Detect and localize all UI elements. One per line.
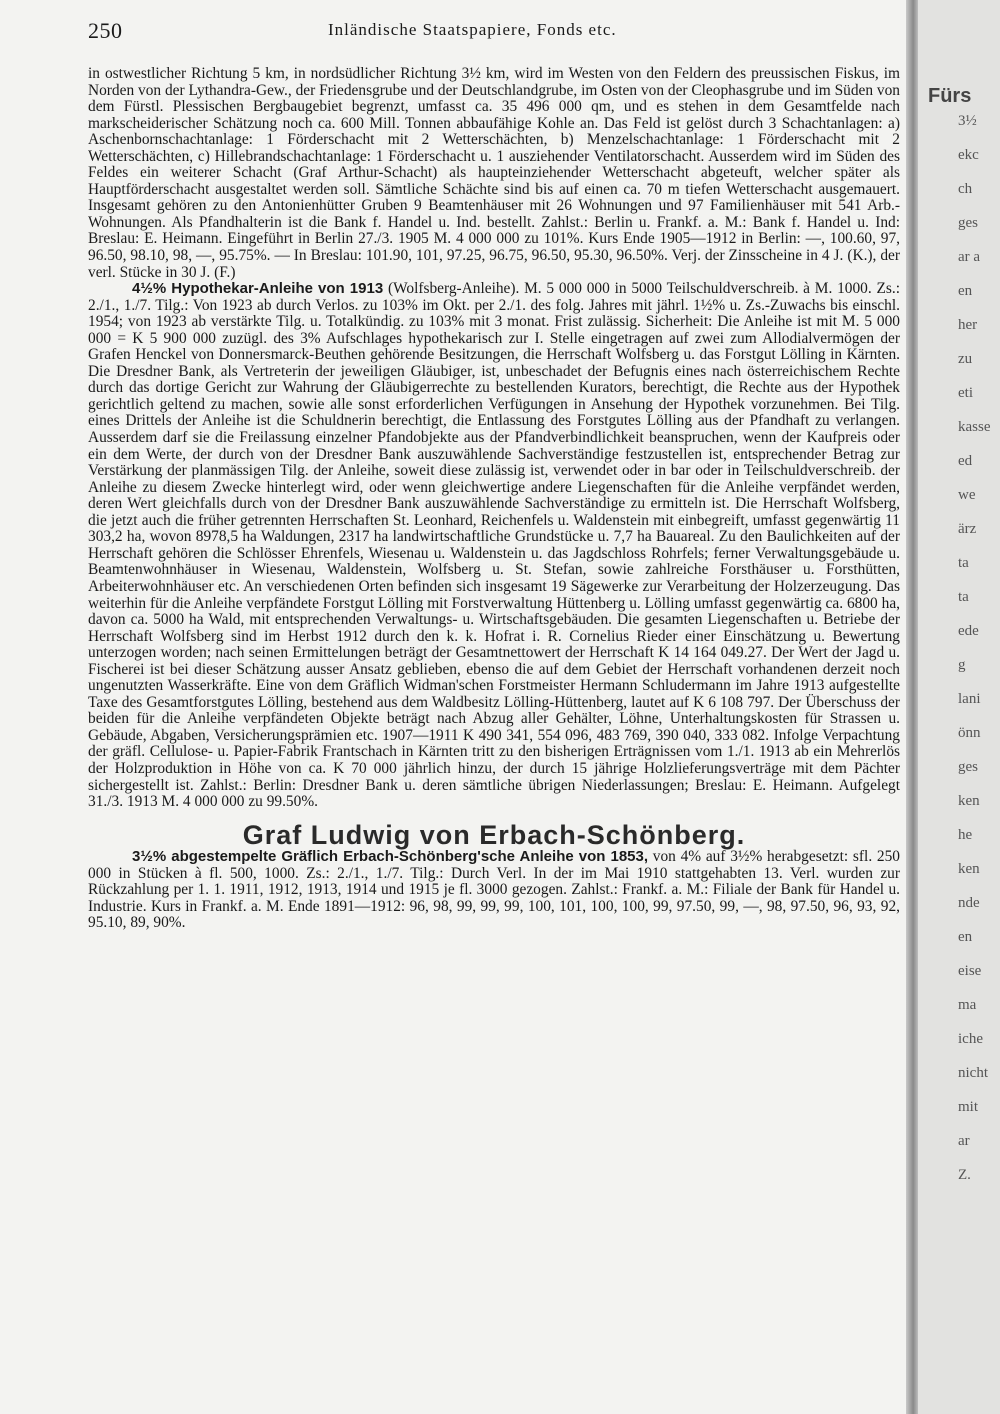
- bond-description: (Wolfsberg-Anleihe). M. 5 000 000 in 5000 Teilschuldverschreib. à M. 1000. Zs.: 2./1., 1./7. Tilg.: Von 1923 ab durch Verlos. zu 103% im Okt. per 2./1. des folg. Jahres mit jährl. 1½% u. Zs.-Zuwachs bis einschl. 1954; von 1923 ab verstärkte Tilg. u. Totalkündig. zu 103% mit 3 monat. Frist zulässig. Sicherheit: Die Anleihe ist mit M. 5 000 000 = K 5 900 000 zuzügl. des 3% Aufschlages hypothekarisch zur I. Stelle eingetragen auf zwei zum Allodialvermögen der Grafen Henckel von Donnersmarck-Beuthen gehörende Besitzungen, die Herrschaft Wolfsberg u. das Forstgut Lölling in Kärnten. Die Dresdner Bank, als Vertreterin der jeweiligen Gläubiger, ist, unbeschadet der Befugnis eines nach österreichischem Rechte durch das dortige Gericht zur Wahrung der Gläubigerrechte zu bestellenden Kurators, berechtigt, die Rechte aus der Hypothek gerichtlich geltend zu machen, sowie alle sonst erforderlichen Verfügungen in Ansehung der Hypothek vorzunehmen. Bei Tilg. eines Drittels der Anleihe ist die Schuldnerin berechtigt, die Entlassung des Forstgutes Lölling aus der Pfandhaft zu verlangen. Ausserdem darf sie die Freilassung einzelner Pfandobjekte aus der Pfandverbindlichkeit beanspruchen, wenn der Kaufpreis oder ein dem Werte, der durch von der Dresdner Bank auszuwählende Sachverständige festzustellen ist, entsprechender Betrag zur Verstärkung der planmässigen Tilg. der Anleihe, soweit diese zulässig ist, verwendet oder in bar oder in Teilschuldverschreib. der Anleihe zu diesem Zwecke hinterlegt wird, oder wenn gleichwertige andere Liegenschaften für die Anleihe verpfändet werden, deren Wert gleichfalls durch von der Dresdner Bank auszuwählende Sachverständige zu ermitteln ist. Die Herrschaft Wolfsberg, die jetzt auch die früher getrennten Herrschaften St. Leonhard, Reichenfels u. Waldenstein mit einbegreift, umfasst gegenwärtig 11 303,2 ha, wovon 8978,5 ha Waldungen, 2317 ha landwirtschaftliche Grundstücke u. 7,7 ha Bauareal. Zu den Baulichkeiten auf der Herrschaft gehören die Schlösser Ehrenfels, Wiesenau u. Waldenstein u. das Jagdschloss Rohrfels; ferner Verwaltungsgebäude u. Beamtenwohnhäuser in Wiesenau, Waldenstein, Wolfsberg u. St. Stefan, sowie zahlreiche Forsthäuser u. Forsthütten, Arbeiterwohnhäuser etc. An verschiedenen Orten befinden sich insgesamt 19 Sägewerke zur Verarbeitung der Holzerzeugung. Das weiterhin für die Anleihe verpfändete Forstgut Lölling mit Forstverwaltung Hüttenberg u. Lölling umfasst gegenwärtig ca. 6800 ha, davon ca. 5000 ha Wald, mit entsprechenden Verwaltungs- u. Wirtschaftsgebäuden. Die gesamten Liegenschaften u. Betriebe der Herrschaft Wolfsberg sind im Herbst 1912 durch den k. k. Hofrat i. R. Cornelius Rieder einer Einschätzung u. Bewertung unterzogen worden; nach seinen Ermittelungen beträgt der Gesamtnettowert der Herrschaft K 14 164 049.27. Der Wert der Jagd u. Fischerei ist bei dieser Schätzung ausser Ansatz geblieben, ebenso die auf dem Gebiet der Herrschaft vorhandenen derzeit noch ungenutzten Wasserkräfte. Eine von dem Gräflich Widman'schen Forstmeister Hermann Schludermann im Jahre 1913 aufgestellte Taxe des Gesamtforstgutes Lölling, bestehend aus dem Waldbesitz Lölling-Hüttenberg, lautet auf K 6 108 797. Der Überschuss der beiden für die Anleihe verpfändeten Objekte beträgt nach Abzug aller Gehälter, Löhne, Unterhaltungskosten für Strassen u. Gebäude, Abgaben, Versicherungsprämien etc. 1907—1911 K 490 341, 554 096, 483 769, 390 040, 333 082. Infolge Verpachtung der gräfl. Cellulose- u. Papier-Fabrik Frantschach in Kärnten tritt zu den bisherigen Erträgnissen vom 1./1. 1913 ab ein Mehrerlös der Holzproduktion in Höhe von ca. K 70 000 jährlich hinzu, der durch 15 jährige Holzlieferungsverträge mit dem Pächter sichergestellt ist. Zahlst.: Berlin: Dresdner Bank u. deren sämtliche übrigen Niederlassungen; Breslau: E. Heimann. Aufgelegt 31./3. 1913 M. 4 000 000 zu 99.50%.: [88, 280, 900, 811]
- adjacent-page-line: ede: [958, 623, 979, 639]
- adjacent-page-line: lani: [958, 691, 981, 707]
- adjacent-page-line: kasse: [958, 419, 991, 435]
- adjacent-page-line: önn: [958, 725, 981, 741]
- paragraph-hypothekar-anleihe: [88, 281, 900, 811]
- bond-title: 4½% Hypothekar-Anleihe von 1913: [132, 280, 384, 298]
- adjacent-page-line: her: [958, 317, 978, 333]
- adjacent-page-lines: [918, 113, 1000, 1184]
- bond-description: von 4% auf 3½% herabgesetzt: sfl. 250 000 in Stücken à fl. 500, 1000. Zs.: 2./1., 1./7. Tilg.: Durch Verl. In der im Mai 1910 stattgehabten 13. Verl. wurden zur Rückzahlung per 1. 1. 1911, 1912, 1913, 1914 und 1915 je fl. 3000 gezogen. Zahlst.: Frankf. a. M.: Filiale der Bank für Handel u. Industrie. Kurs in Frankf. a. M. Ende 1891—1912: 96, 98, 99, 99, 99, 100, 101, 100, 100, 99, 97.50, 99, —, 98, 97.50, 96, 93, 92, 95.10, 89, 90%.: [88, 848, 900, 932]
- adjacent-page-fragment: [918, 0, 1000, 1414]
- adjacent-page-line: g: [958, 657, 966, 673]
- adjacent-page-title: Fürs: [928, 85, 972, 107]
- page-body: [88, 66, 900, 932]
- adjacent-page-line: 3½: [958, 113, 977, 129]
- adjacent-page-line: ar: [958, 1133, 970, 1149]
- adjacent-page-line: we: [958, 487, 976, 503]
- adjacent-page-line: ken: [958, 793, 980, 809]
- adjacent-page-line: he: [958, 827, 973, 843]
- adjacent-page-line: Z.: [958, 1167, 971, 1183]
- adjacent-page-line: iche: [958, 1031, 983, 1047]
- adjacent-page-line: ta: [958, 589, 969, 605]
- adjacent-page-line: ar a: [958, 249, 981, 265]
- adjacent-page-line: ekc: [958, 147, 979, 163]
- page-header: [88, 18, 900, 48]
- adjacent-page-line: ma: [958, 997, 977, 1013]
- adjacent-page-line: ges: [958, 215, 978, 231]
- paragraph-continuation: in ostwestlicher Richtung 5 km, in nordsüdlicher Richtung 3½ km, wird im Westen von den Feldern des preussischen Fiskus, im Norden von der Lythandra-Gew., der Friedensgrube und der Deutschlandgrube, im Osten von der Cleophasgrube und im Süden von dem Fürstl. Plessischen Bergbaugebiet begrenzt, umfasst ca. 35 496 000 qm, und es stehen in dem Gesamtfelde nach markscheiderischer Schätzung noch ca. 600 Mill. Tonnen abbaufähige Kohle an. Das Feld ist gelöst durch 3 Schachtanlagen: a) Aschenbornschachtanlage: 1 Förderschacht mit 2 Wetterschächten, b) Menzelschachtanlage: 1 Förderschacht mit 2 Wetterschächten, c) Hillebrandschachtanlage: 1 Förderschacht u. 1 ausziehender Ventilatorschacht. Ausserdem wird im Süden des Feldes ein weiterer Schacht (Graf Arthur-Schacht) als haupteinziehender Wetterschacht abgeteuft, welcher später als Hauptförderschacht ausgestaltet werden soll. Sämtliche Schächte sind bis auf einen ca. 70 m tiefen Wetterschacht ausgemauert. Insgesamt gehören zu den Antonienhütter Gruben 9 Beamtenhäuser mit 26 Wohnungen und 97 Familienhäuser mit 541 Arb.-Wohnungen. Als Pfandhalterin ist die Bank f. Handel u. Ind. bestellt. Zahlst.: Berlin u. Frankf. a. M.: Bank f. Handel u. Ind: Breslau: E. Heimann. Eingeführt in Berlin 27./3. 1905 M. 4 000 000 zu 101%. Kurs Ende 1905—1912 in Berlin: —, 100.60, 97, 96.50, 98.10, 98, —, 95.75%. — In Breslau: 101.90, 101, 97.25, 96.75, 96.50, 95.30, 96.50%. Verj. der Zinsscheine in 4 J. (K.), der verl. Stücke in 30 J. (F.): [88, 65, 900, 281]
- adjacent-page-line: ken: [958, 861, 980, 877]
- adjacent-page-line: nicht: [958, 1065, 988, 1081]
- page-gutter-shadow: [906, 0, 918, 1414]
- page-number: 250: [88, 18, 123, 43]
- adjacent-page-line: mit: [958, 1099, 979, 1115]
- paragraph-erbach-anleihe: [88, 849, 900, 932]
- running-head: Inländische Staatspapiere, Fonds etc.: [328, 20, 617, 39]
- adjacent-page-line: ärz: [958, 521, 977, 537]
- adjacent-page-line: ch: [958, 181, 973, 197]
- adjacent-page-line: nde: [958, 895, 980, 911]
- adjacent-page-line: ges: [958, 759, 978, 775]
- adjacent-page-line: ed: [958, 453, 973, 469]
- adjacent-page-line: eise: [958, 963, 982, 979]
- adjacent-page-line: ta: [958, 555, 969, 571]
- adjacent-page-line: en: [958, 283, 973, 299]
- adjacent-page-line: en: [958, 929, 973, 945]
- bond-title: 3½% abgestempelte Gräflich Erbach-Schönberg'sche Anleihe von 1853,: [132, 848, 649, 866]
- section-heading: Graf Ludwig von Erbach-Schönberg.: [242, 819, 746, 850]
- adjacent-page-line: zu: [958, 351, 973, 367]
- adjacent-page-line: eti: [958, 385, 973, 401]
